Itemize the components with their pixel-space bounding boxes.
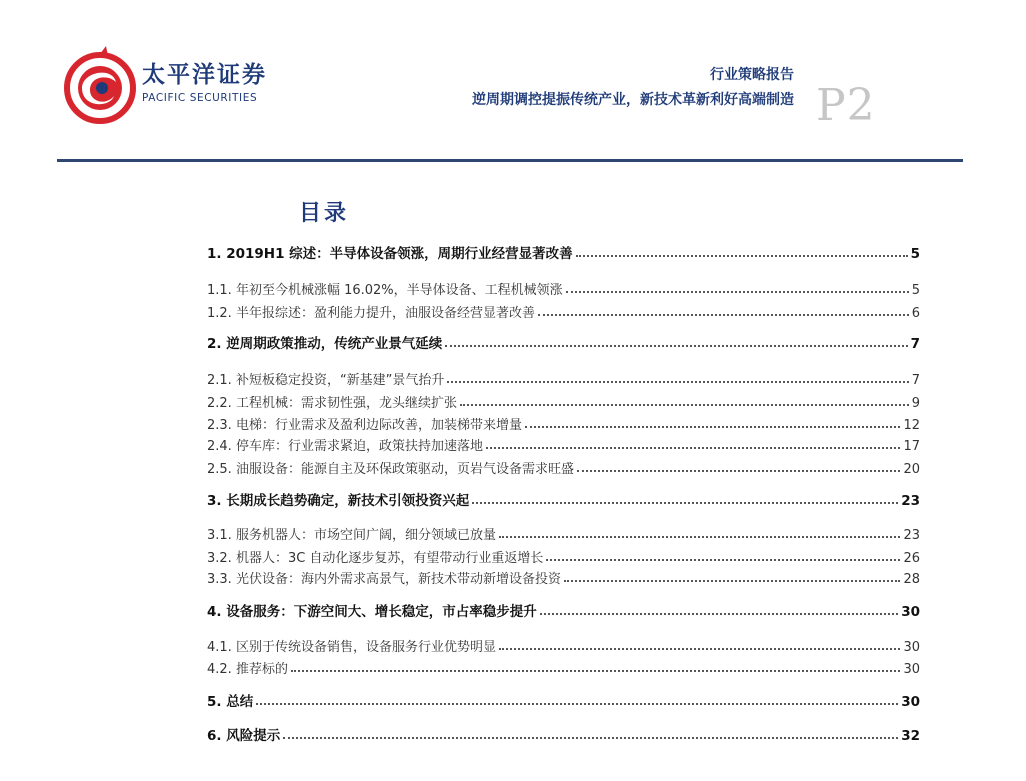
toc-subsection-entry[interactable] [207, 389, 920, 411]
header-divider [57, 159, 963, 162]
toc-dot-leader [546, 558, 900, 561]
toc-dot-leader [564, 579, 901, 582]
toc-entry-title: 2.3. 电梯：行业需求及盈利边际改善，加装梯带来增量 [207, 418, 522, 433]
toc-entry-page: 7 [910, 336, 920, 352]
toc-entry-title: 1.2. 半年报综述：盈利能力提升，油服设备经营显著改善 [207, 306, 535, 321]
toc-subsection-entry[interactable] [207, 565, 920, 587]
toc-entry-title: 1.1. 年初至今机械涨幅 16.02%，半导体设备、工程机械领涨 [207, 283, 563, 298]
toc-entry-title: 2.2. 工程机械：需求韧性强，龙头继续扩张 [207, 396, 457, 411]
toc-entry-page: 23 [901, 493, 920, 509]
toc-subsection-entry[interactable] [207, 544, 920, 566]
toc-entry-title: 4. 设备服务：下游空间大、增长稳定，市占率稳步提升 [207, 604, 537, 620]
toc-dot-leader [577, 469, 901, 472]
toc-dot-leader [566, 290, 909, 293]
toc-entry-title: 2.1. 补短板稳定投资，“新基建”景气抬升 [207, 373, 445, 388]
toc-entry-page: 20 [903, 462, 920, 477]
toc-section-entry[interactable] [207, 688, 920, 710]
toc-dot-leader [525, 425, 901, 428]
toc-entry-title: 3.3. 光伏设备：海内外需求高景气，新技术带动新增设备投资 [207, 572, 561, 587]
company-logo [62, 44, 267, 132]
toc-dot-leader [499, 535, 901, 538]
toc-dot-leader [291, 669, 901, 672]
toc-entry-title: 4.2. 推荐标的 [207, 662, 288, 677]
toc-entry-page: 30 [903, 640, 920, 655]
toc-entry-title: 4.1. 区别于传统设备销售，设备服务行业优势明显 [207, 640, 496, 655]
toc-entry-page: 5 [910, 246, 920, 262]
toc-entry-page: 6 [911, 306, 920, 321]
toc-entry-page: 9 [911, 396, 920, 411]
toc-dot-leader [472, 501, 898, 504]
toc-entry-page: 7 [911, 373, 920, 388]
toc-entry-page: 30 [903, 662, 920, 677]
toc-entry-title: 2. 逆周期政策推动，传统产业景气延续 [207, 336, 443, 352]
toc-section-entry[interactable] [207, 240, 920, 262]
toc-dot-leader [538, 313, 909, 316]
toc-dot-leader [576, 254, 908, 257]
toc-subsection-entry[interactable] [207, 366, 920, 388]
toc-dot-leader [447, 380, 908, 383]
toc-entry-page: 32 [901, 728, 920, 744]
pacific-securities-logo-icon [62, 44, 138, 132]
toc-subsection-entry[interactable] [207, 521, 920, 543]
toc-subsection-entry[interactable] [207, 276, 920, 298]
toc-section-entry[interactable] [207, 330, 920, 352]
toc-entry-title: 6. 风险提示 [207, 728, 281, 744]
toc-section-entry[interactable] [207, 722, 920, 744]
toc-dot-leader [540, 612, 898, 615]
toc-subsection-entry[interactable] [207, 432, 920, 454]
toc-dot-leader [460, 403, 909, 406]
toc-entry-page: 30 [901, 694, 920, 710]
toc-dot-leader [445, 344, 907, 347]
toc-entry-page: 12 [903, 418, 920, 433]
toc-dot-leader [283, 736, 898, 739]
toc-entry-page: 5 [911, 283, 920, 298]
company-name-en: PACIFIC SECURITIES [142, 92, 258, 104]
toc-entry-title: 3.2. 机器人：3C 自动化逐步复苏，有望带动行业重返增长 [207, 551, 544, 566]
toc-entry-title: 3.1. 服务机器人：市场空间广阔，细分领域已放量 [207, 528, 496, 543]
toc-subsection-entry[interactable] [207, 299, 920, 321]
toc-entry-page: 26 [903, 551, 920, 566]
toc-subsection-entry[interactable] [207, 411, 920, 433]
toc-entry-page: 28 [903, 572, 920, 587]
toc-section-entry[interactable] [207, 487, 920, 509]
toc-dot-leader [486, 446, 901, 449]
report-type: 行业策略报告 [710, 67, 794, 83]
toc-dot-leader [499, 647, 901, 650]
toc-section-entry[interactable] [207, 598, 920, 620]
toc-heading: 目录 [299, 201, 350, 226]
report-title: 逆周期调控提振传统产业，新技术革新利好高端制造 [472, 92, 794, 108]
toc-entry-title: 1. 2019H1 综述：半导体设备领涨，周期行业经营显著改善 [207, 246, 573, 262]
toc-entry-title: 2.5. 油服设备：能源自主及环保政策驱动，页岩气设备需求旺盛 [207, 462, 574, 477]
toc-subsection-entry[interactable] [207, 655, 920, 677]
toc-subsection-entry[interactable] [207, 633, 920, 655]
company-name-cn: 太平洋证券 [142, 62, 267, 88]
toc-entry-title: 5. 总结 [207, 694, 254, 710]
toc-subsection-entry[interactable] [207, 455, 920, 477]
page-number: P2 [816, 80, 876, 131]
toc-entry-title: 2.4. 停车库：行业需求紧迫，政策扶持加速落地 [207, 439, 483, 454]
toc-entry-page: 17 [903, 439, 920, 454]
toc-entry-page: 23 [903, 528, 920, 543]
toc-entry-page: 30 [901, 604, 920, 620]
toc-entry-title: 3. 长期成长趋势确定，新技术引领投资兴起 [207, 493, 470, 509]
toc-dot-leader [256, 702, 898, 705]
